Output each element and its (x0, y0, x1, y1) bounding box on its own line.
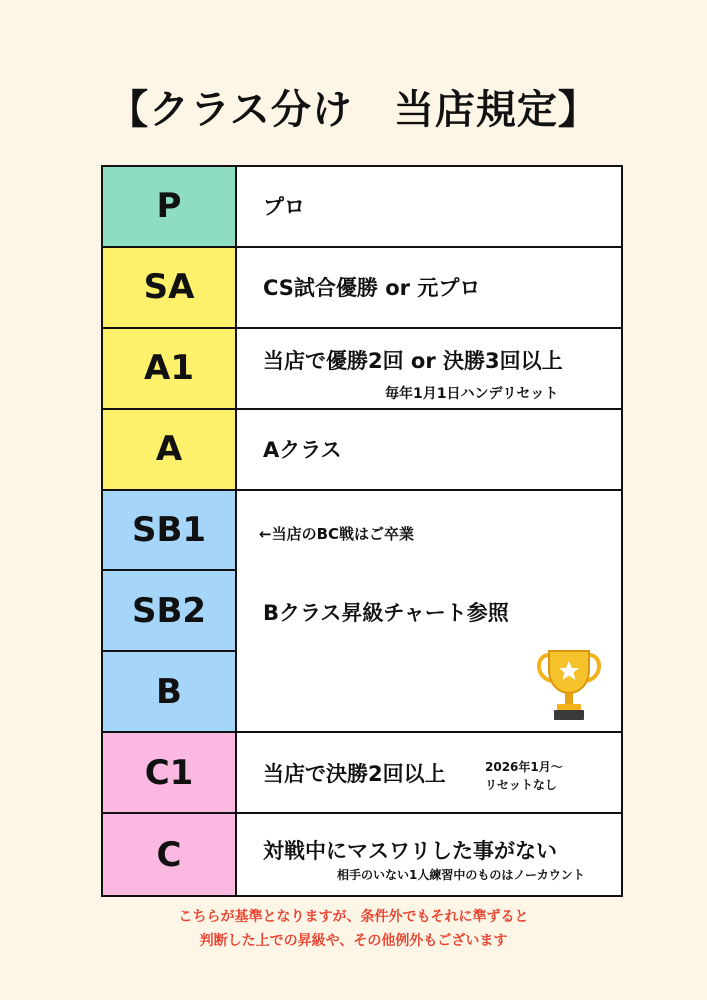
desc-subtext: 相手のいない1人練習中のものはノーカウント (337, 868, 585, 883)
desc-text: CS試合優勝 or 元プロ (263, 276, 481, 301)
footer-line-2: 判断した上での昇級や、その他例外もございます (199, 933, 508, 949)
class-cell-b: B (103, 652, 237, 733)
class-cell-a: A (103, 410, 237, 491)
class-cell-c1: C1 (103, 733, 237, 814)
footer-line-1: こちらが基準となりますが、条件外でもそれに準ずると (178, 909, 529, 925)
desc-cell-a1 (237, 329, 621, 410)
page-title: 【クラス分け 当店規定】 (108, 87, 599, 133)
desc-cell-c (237, 814, 621, 895)
class-cell-sa: SA (103, 248, 237, 329)
class-cell-p: P (103, 167, 237, 248)
class-cell-c: C (103, 814, 237, 895)
desc-text: 対戦中にマスワリした事がない (263, 838, 557, 863)
desc-text: プロ (263, 195, 305, 220)
reset-note-1: 2026年1月〜 (485, 760, 563, 775)
desc-cell-b-group (237, 491, 621, 734)
reset-note-2: リセットなし (485, 778, 557, 793)
trophy-icon (537, 649, 601, 723)
desc-text: Aクラス (263, 438, 342, 463)
graduation-note: ←当店のBC戦はご卒業 (259, 524, 415, 543)
class-cell-sb2: SB2 (103, 571, 237, 652)
desc-text: 当店で優勝2回 or 決勝3回以上 (263, 349, 563, 374)
desc-cell-a (237, 410, 621, 491)
class-table (101, 165, 623, 897)
desc-subtext: 毎年1月1日ハンデリセット (385, 385, 559, 402)
desc-text: 当店で決勝2回以上 (263, 761, 446, 786)
promotion-chart-reference: Bクラス昇級チャート参照 (263, 600, 509, 625)
class-cell-sb1: SB1 (103, 491, 237, 572)
footer-note (0, 905, 707, 953)
desc-cell-p (237, 167, 621, 248)
class-cell-a1: A1 (103, 329, 237, 410)
desc-cell-c1 (237, 733, 621, 814)
desc-cell-sa (237, 248, 621, 329)
